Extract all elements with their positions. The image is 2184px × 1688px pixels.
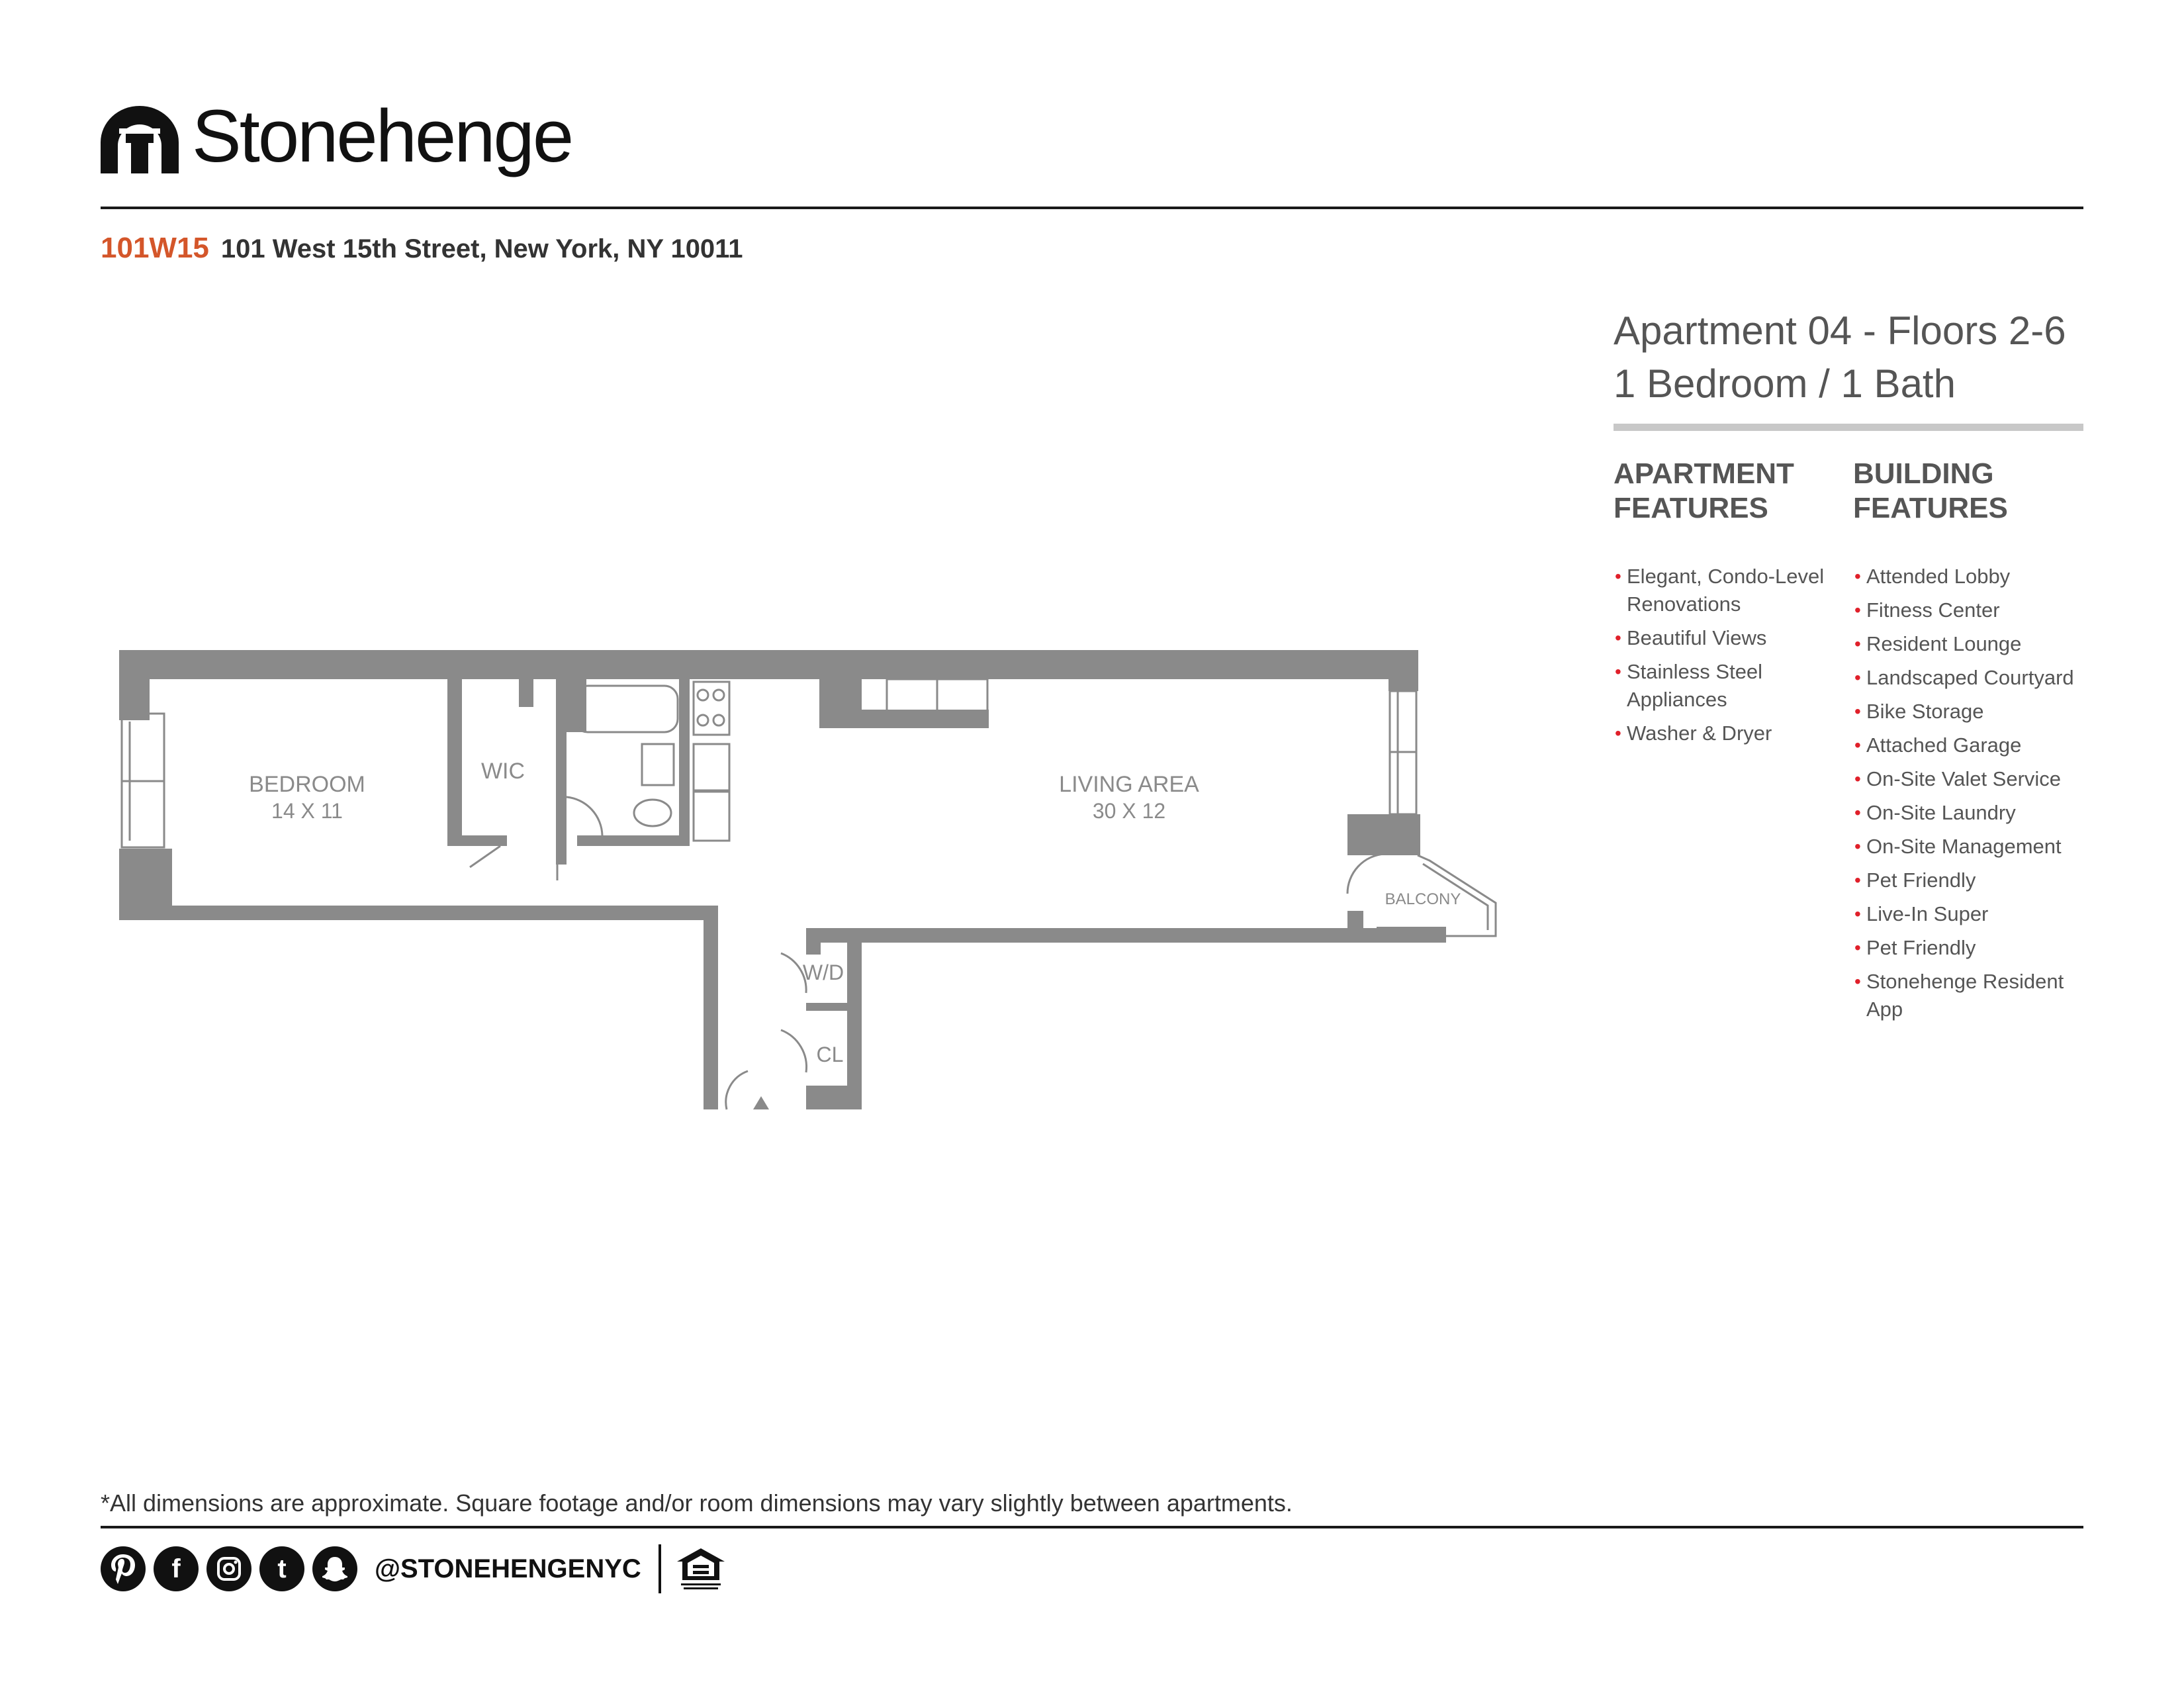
list-item: • Live-In Super	[1854, 902, 1989, 925]
street-address: 101 West 15th Street, New York, NY 10011	[220, 234, 743, 263]
pinterest-icon[interactable]	[101, 1546, 146, 1591]
equal-housing-icon	[674, 1546, 727, 1592]
list-item: • Pet Friendly	[1854, 936, 1976, 959]
wic-label: WIC	[480, 759, 525, 784]
address-line	[101, 232, 743, 265]
bedroom-dims: 14 X 11	[271, 799, 343, 823]
building-features-heading: BUILDING FEATURES	[1853, 457, 2008, 524]
apartment-features-list	[1615, 563, 1853, 753]
list-item: • Resident Lounge	[1854, 632, 2022, 655]
vertical-divider	[659, 1544, 661, 1593]
list-item: • Attended Lobby	[1854, 565, 2011, 588]
list-item: • Washer & Dryer	[1615, 722, 1772, 745]
list-item: • Stainless Steel Appliances	[1615, 660, 1763, 711]
closet-label: CL	[816, 1043, 844, 1066]
twitter-icon[interactable]: t	[259, 1546, 304, 1591]
list-item: • Pet Friendly	[1854, 868, 1976, 892]
building-code: 101W15	[101, 232, 209, 264]
brand-name: Stonehenge	[192, 95, 572, 177]
balcony-label: BALCONY	[1385, 890, 1461, 908]
list-item: • Stonehenge Resident App	[1854, 970, 2064, 1021]
disclaimer-text: *All dimensions are approximate. Square footage and/or room dimensions may vary slightly between apartments.	[101, 1489, 1293, 1517]
list-item: • Elegant, Condo-Level Renovations	[1615, 565, 1825, 616]
stonehenge-logo-icon	[101, 106, 179, 173]
list-item: • On-Site Laundry	[1854, 801, 2016, 824]
list-item: • On-Site Valet Service	[1854, 767, 2062, 790]
living-area-label: LIVING AREA	[1059, 772, 1199, 797]
apartment-title	[1614, 305, 2066, 410]
list-item: • On-Site Management	[1854, 835, 2062, 858]
instagram-icon[interactable]	[206, 1546, 251, 1591]
footer-divider	[101, 1526, 2083, 1528]
snapchat-icon[interactable]	[312, 1546, 357, 1591]
list-item: • Beautiful Views	[1615, 626, 1767, 649]
social-row	[101, 1542, 727, 1595]
title-divider	[1614, 424, 2083, 431]
facebook-icon[interactable]: f	[154, 1546, 199, 1591]
apartment-features-heading: APARTMENT FEATURES	[1614, 457, 1794, 524]
living-area-dims: 30 X 12	[1092, 799, 1166, 823]
building-features-list	[1854, 563, 2093, 1029]
list-item: • Attached Garage	[1854, 733, 2022, 757]
floor-plan	[99, 635, 1522, 1119]
apartment-title-line2: 1 Bedroom / 1 Bath	[1614, 361, 1956, 406]
wd-label: W/D	[802, 961, 844, 984]
list-item: • Landscaped Courtyard	[1854, 666, 2074, 689]
social-handle[interactable]: @STONEHENGENYC	[375, 1554, 641, 1583]
bedroom-label: BEDROOM	[249, 772, 365, 797]
list-item: • Fitness Center	[1854, 598, 2000, 622]
header-divider	[101, 207, 2083, 209]
apartment-title-line1: Apartment 04 - Floors 2-6	[1614, 308, 2066, 353]
list-item: • Bike Storage	[1854, 700, 1984, 723]
